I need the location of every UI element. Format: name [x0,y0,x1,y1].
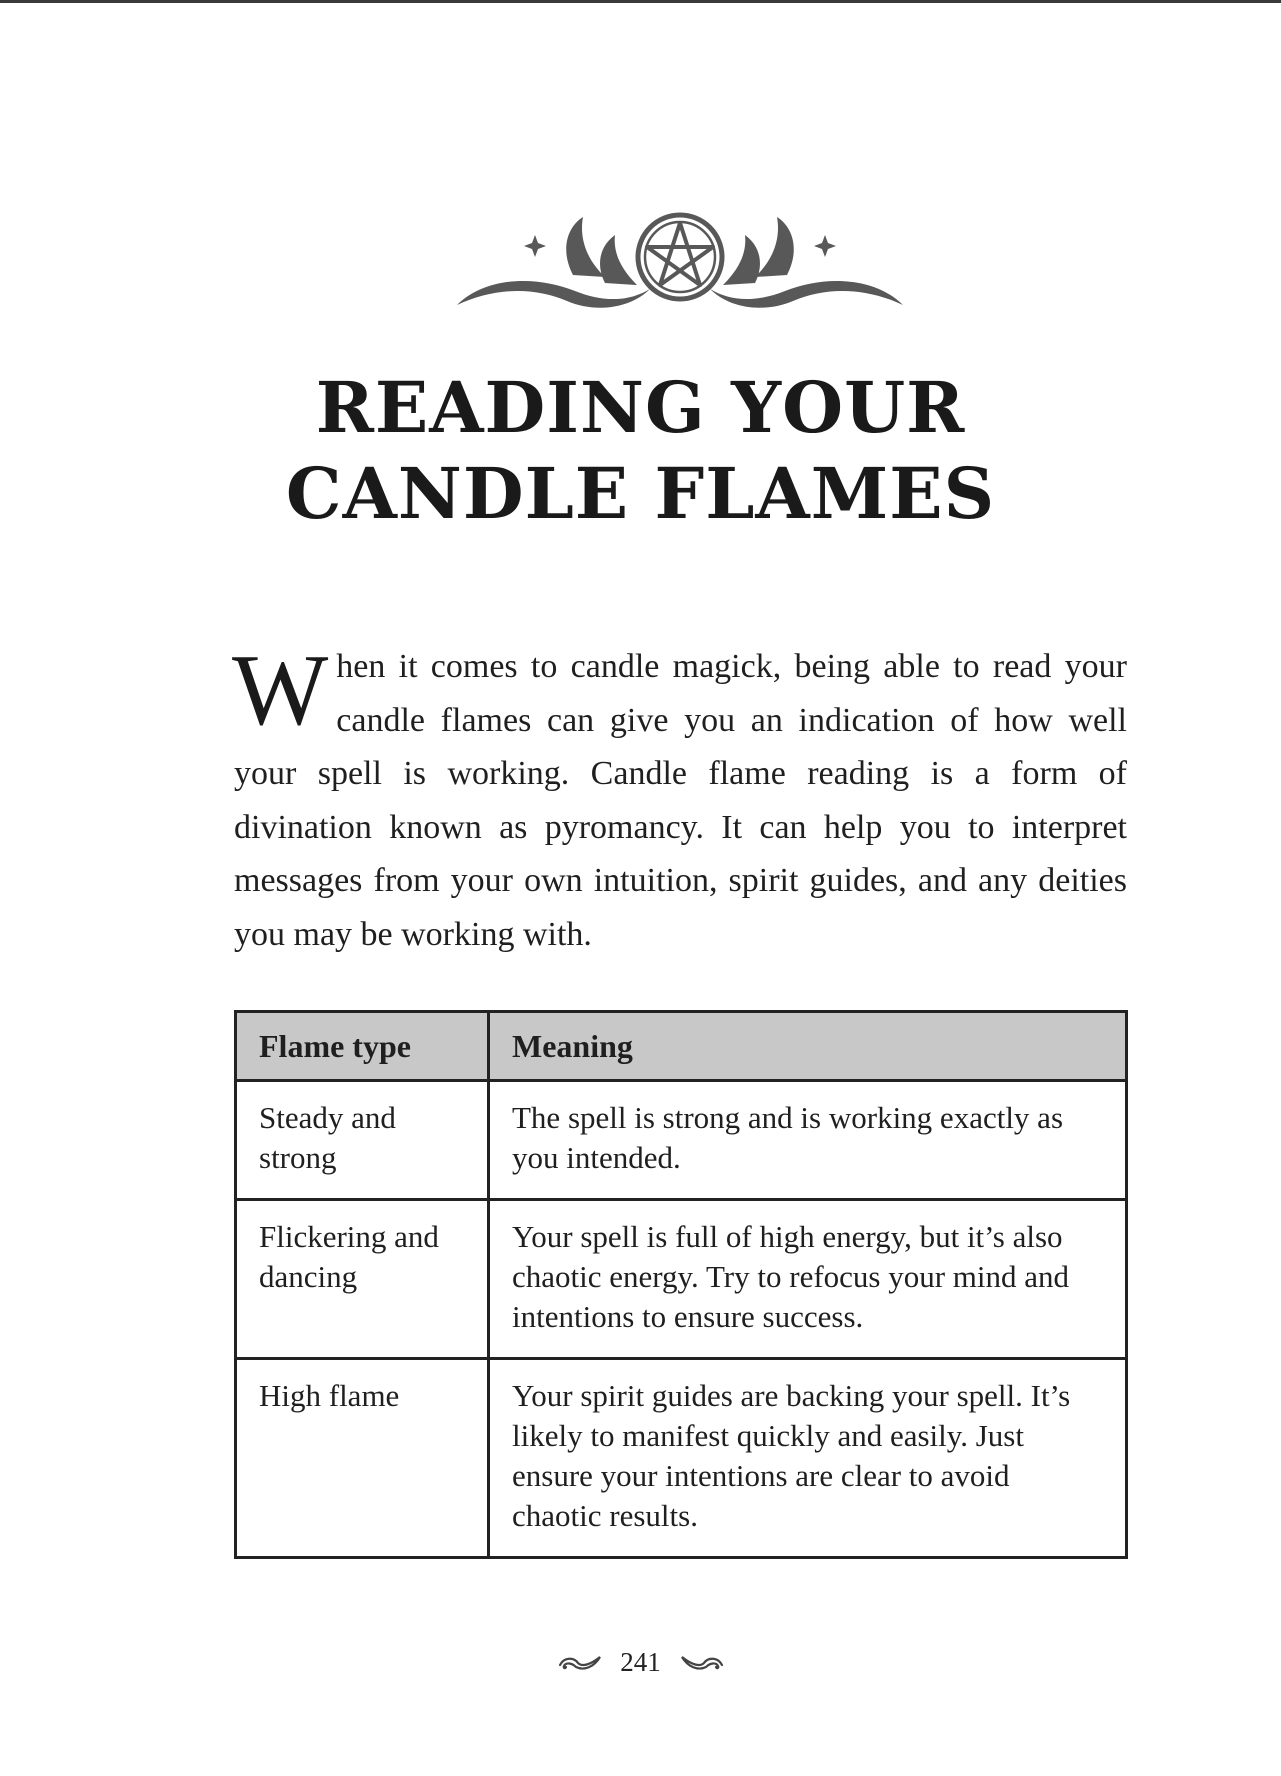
drop-cap: W [232,634,329,747]
meaning-cell: The spell is strong and is working exactly as you intended. [489,1081,1127,1200]
flame-table [234,1010,1128,1559]
table-row [236,1359,1127,1558]
flame-type-cell: Steady and strong [236,1081,489,1200]
page-footer [0,1645,1281,1678]
meaning-cell: Your spell is full of high energy, but it’s also chaotic energy. Try to refocus your mind and intentions to ensure success. [489,1200,1127,1359]
table-row [236,1081,1127,1200]
flame-type-cell: High flame [236,1359,489,1558]
title-line-1: READING YOUR [315,366,966,449]
flame-type-cell: Flickering and dancing [236,1200,489,1359]
header-flame-type: Flame type [236,1012,489,1081]
meaning-cell: Your spirit guides are backing your spell. It’s likely to manifest quickly and easily. Just ensure your intentions are clear to avoid chaotic results. [489,1359,1127,1558]
title-line-2: CANDLE FLAMES [285,452,996,535]
pentacle-leaf-ornament-icon [455,205,905,320]
page-title [0,365,1281,537]
header-meaning: Meaning [489,1012,1127,1081]
flourish-left-icon [556,1653,604,1673]
page-number: 241 [620,1647,661,1678]
top-rule [0,0,1281,3]
flourish-right-icon [678,1653,726,1673]
table-row [236,1200,1127,1359]
intro-paragraph [232,634,1127,961]
intro-text: hen it comes to candle magick, being able to read your candle flames can give you an indication of how well your spell is working. Candle flame reading is a form of divination known as pyromancy. It can help you to interpret messages from your own intuition, spirit guides, and any deities you may be working with. [234,648,1127,953]
table-header-row [236,1012,1127,1081]
